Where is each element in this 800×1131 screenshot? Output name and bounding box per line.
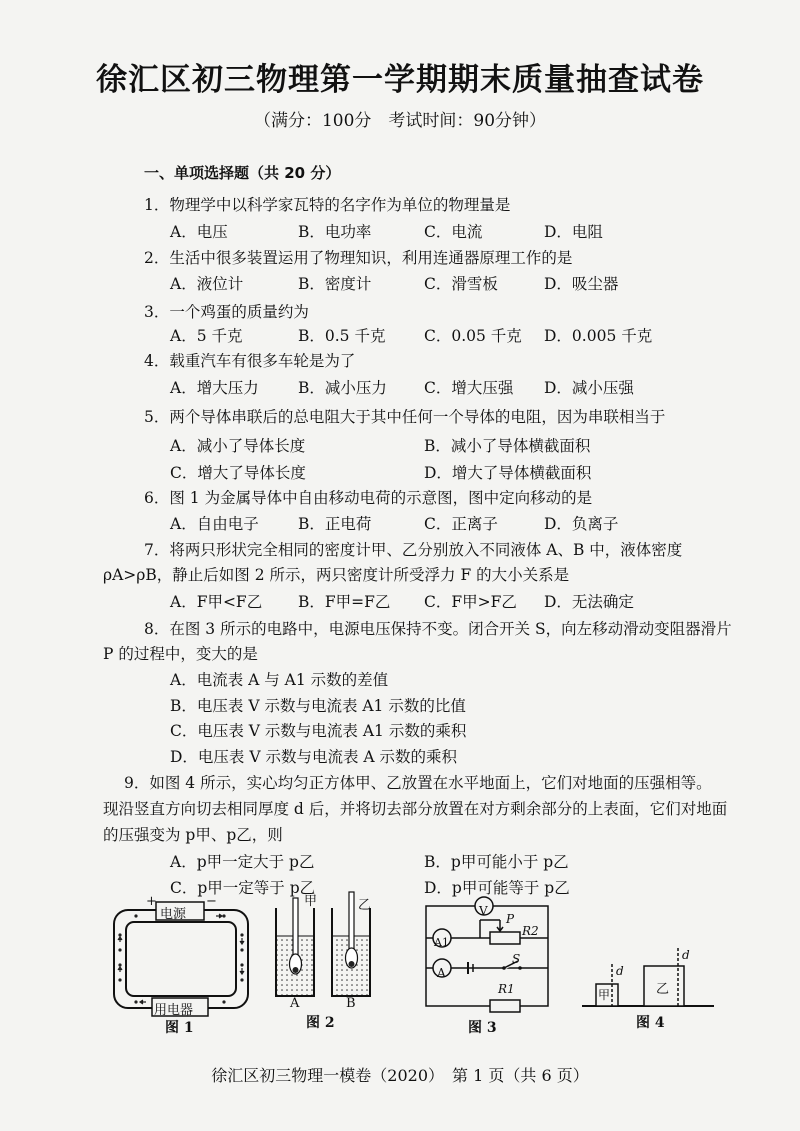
- q3-option-a: A．5 千克: [170, 327, 243, 345]
- q8-option-d: D．电压表 V 示数与电流表 A 示数的乘积: [170, 748, 458, 766]
- question-2-stem: 2．生活中很多装置运用了物理知识，利用连通器原理工作的是: [144, 249, 573, 267]
- q7-option-b: B．F甲=F乙: [298, 593, 391, 611]
- figure-4: [582, 944, 717, 1014]
- fig3-r1-label: R1: [498, 982, 515, 996]
- q6-option-d: D．负离子: [544, 515, 619, 533]
- fig3-voltmeter: V: [479, 904, 488, 918]
- question-8-stem-line2: P 的过程中，变大的是: [103, 645, 258, 663]
- q5-option-d: D．增大了导体横截面积: [424, 464, 592, 482]
- question-8-stem: 8．在图 3 所示的电路中，电源电压保持不变。闭合开关 S，向左移动滑动变阻器滑片: [144, 620, 732, 638]
- q1-option-d: D．电阻: [544, 223, 603, 241]
- q3-option-d: D．0.005 千克: [544, 327, 653, 345]
- question-1-stem: 1．物理学中以科学家瓦特的名字作为单位的物理量是: [144, 196, 511, 214]
- q9-option-b: B．p甲可能小于 p乙: [424, 853, 569, 871]
- q2-option-d: D．吸尘器: [544, 275, 619, 293]
- q3-option-c: C．0.05 千克: [424, 327, 522, 345]
- question-3-stem: 3．一个鸡蛋的质量约为: [144, 303, 309, 321]
- q9-option-c: C．p甲一定等于 p乙: [170, 879, 316, 897]
- figure-2: [270, 888, 380, 1011]
- question-4-stem: 4．载重汽车有很多车轮是为了: [144, 352, 356, 370]
- q2-option-a: A．液位计: [170, 275, 244, 293]
- q6-option-a: A．自由电子: [170, 515, 259, 533]
- q5-option-b: B．减小了导体横截面积: [424, 437, 591, 455]
- fig2-label-a: A: [290, 996, 300, 1011]
- q4-option-b: B．减小压力: [298, 379, 387, 397]
- fig4-cube-yi: 乙: [656, 982, 670, 997]
- q7-option-a: A．F甲<F乙: [170, 593, 263, 611]
- q1-option-c: C．电流: [424, 223, 483, 241]
- question-9-stem-line3: 的压强变为 p甲、p乙，则: [103, 826, 283, 844]
- q3-option-b: B．0.5 千克: [298, 327, 386, 345]
- q7-option-c: C．F甲>F乙: [424, 593, 517, 611]
- question-5-stem: 5．两个导体串联后的总电阻大于其中任何一个导体的电阻，因为串联相当于: [144, 408, 666, 426]
- question-9-stem-line2: 现沿竖直方向切去相同厚度 d 后，并将切去部分放置在对方剩余部分的上表面，它们对地面: [103, 800, 728, 818]
- figure-1: [106, 894, 256, 1020]
- q9-option-d: D．p甲可能等于 p乙: [424, 879, 570, 897]
- q9-option-a: A．p甲一定大于 p乙: [170, 853, 315, 871]
- q5-option-c: C．增大了导体长度: [170, 464, 306, 482]
- section-heading: 一、单项选择题（共 20 分）: [144, 164, 341, 182]
- q1-option-a: A．电压: [170, 223, 228, 241]
- fig2-label-yi: 乙: [358, 898, 372, 913]
- fig3-ammeter-a1: A1: [434, 936, 449, 949]
- fig3-ammeter-a: A: [437, 966, 446, 980]
- q2-option-b: B．密度计: [298, 275, 372, 293]
- fig1-source-label: 电源: [160, 907, 187, 922]
- q8-option-c: C．电压表 V 示数与电流表 A1 示数的乘积: [170, 722, 467, 740]
- question-9-stem: 9．如图 4 所示，实心均匀正方体甲、乙放置在水平地面上，它们对地面的压强相等。: [124, 774, 712, 792]
- fig3-switch-s: S: [512, 952, 521, 966]
- fig4-d-right: d: [682, 948, 690, 962]
- q6-option-c: C．正离子: [424, 515, 498, 533]
- fig1-plus-sign: +: [146, 894, 157, 909]
- q7-option-d: D．无法确定: [544, 593, 634, 611]
- exam-title: 徐汇区初三物理第一学期期末质量抽查试卷: [96, 62, 704, 98]
- exam-subtitle: （满分：100分 考试时间：90分钟）: [253, 111, 547, 131]
- q1-option-b: B．电功率: [298, 223, 372, 241]
- figure-1-caption: 图 1: [165, 1020, 194, 1036]
- fig4-cube-jia: 甲: [598, 988, 611, 1002]
- figure-3: [420, 894, 555, 1014]
- figure-2-caption: 图 2: [306, 1015, 335, 1031]
- fig3-slider-p: P: [506, 912, 515, 926]
- fig3-r2-label: R2: [522, 924, 539, 938]
- fig1-load-label: 用电器: [154, 1003, 194, 1018]
- q8-option-b: B．电压表 V 示数与电流表 A1 示数的比值: [170, 697, 466, 715]
- fig2-label-jia: 甲: [304, 894, 318, 909]
- figure-3-caption: 图 3: [468, 1020, 497, 1036]
- fig2-label-b: B: [346, 996, 356, 1011]
- figure-4-caption: 图 4: [636, 1015, 665, 1031]
- question-7-stem: 7．将两只形状完全相同的密度计甲、乙分别放入不同液体 A、B 中，液体密度: [144, 541, 683, 559]
- q2-option-c: C．滑雪板: [424, 275, 498, 293]
- q5-option-a: A．减小了导体长度: [170, 437, 306, 455]
- q6-option-b: B．正电荷: [298, 515, 372, 533]
- fig4-d-left: d: [616, 964, 624, 978]
- q4-option-c: C．增大压强: [424, 379, 514, 397]
- q8-option-a: A．电流表 A 与 A1 示数的差值: [170, 671, 389, 689]
- q4-option-d: D．减小压强: [544, 379, 634, 397]
- page-footer: 徐汇区初三物理一模卷（2020） 第 1 页（共 6 页）: [211, 1066, 589, 1085]
- question-6-stem: 6．图 1 为金属导体中自由移动电荷的示意图，图中定向移动的是: [144, 489, 593, 507]
- q4-option-a: A．增大压力: [170, 379, 259, 397]
- fig1-minus-sign: −: [206, 894, 217, 909]
- question-7-stem-line2: ρA>ρB，静止后如图 2 所示，两只密度计所受浮力 F 的大小关系是: [103, 566, 570, 584]
